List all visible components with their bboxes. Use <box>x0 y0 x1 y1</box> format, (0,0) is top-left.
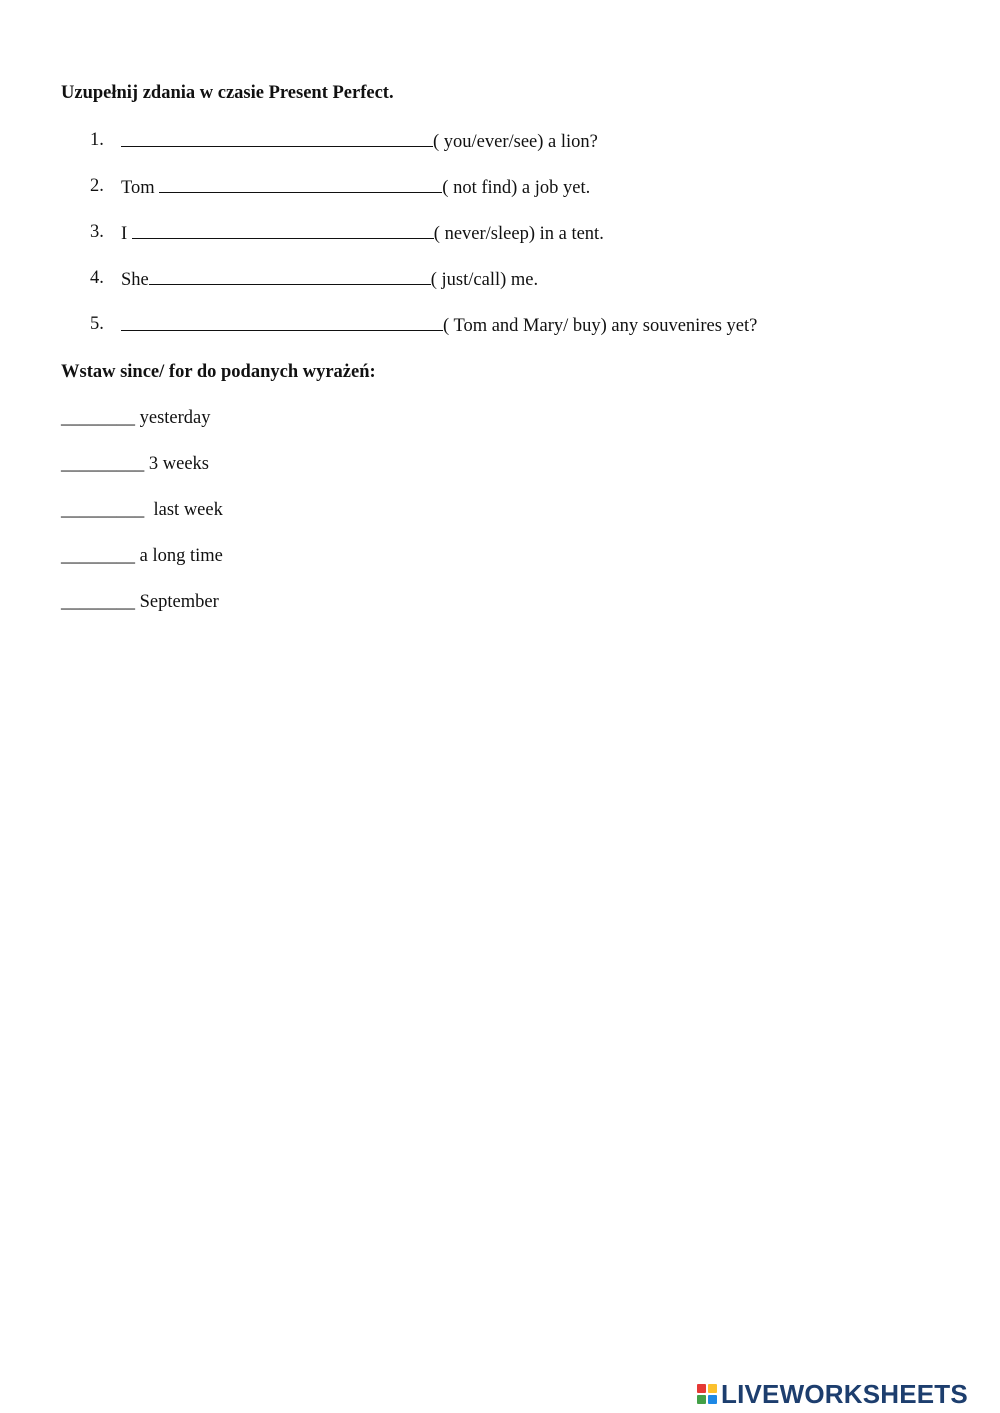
item-prefix: She <box>121 270 149 290</box>
answer-blank[interactable]: ________ <box>61 592 135 612</box>
item-text <box>121 266 538 292</box>
since-for-item <box>61 498 223 522</box>
item-prefix: Tom <box>121 178 160 198</box>
liveworksheets-logo-icon <box>697 1384 717 1404</box>
item-hint: ( not find) a job yet. <box>442 178 591 198</box>
item-number: 1. <box>90 130 104 150</box>
item-hint: ( Tom and Mary/ buy) any souvenires yet? <box>443 316 758 336</box>
answer-blank[interactable]: ________ <box>61 546 135 566</box>
logo-square-red <box>697 1384 706 1393</box>
answer-blank[interactable] <box>149 266 431 285</box>
answer-blank[interactable] <box>159 174 442 193</box>
item-text <box>121 174 590 200</box>
item-hint: ( never/sleep) in a tent. <box>433 224 604 244</box>
item-text: September <box>135 592 219 612</box>
item-number: 2. <box>90 176 104 196</box>
item-text: 3 weeks <box>144 454 209 474</box>
item-number: 5. <box>90 314 104 334</box>
answer-blank[interactable] <box>121 128 433 147</box>
exercise-1-title: Uzupełnij zdania w czasie Present Perfect. <box>61 83 394 103</box>
since-for-item <box>61 544 223 568</box>
item-number: 4. <box>90 268 104 288</box>
item-text: a long time <box>135 546 223 566</box>
item-text <box>121 128 598 154</box>
answer-blank[interactable]: _________ <box>61 454 145 474</box>
item-prefix: I <box>121 224 132 244</box>
answer-blank[interactable] <box>132 220 434 239</box>
item-number: 3. <box>90 222 104 242</box>
since-for-item <box>61 406 211 430</box>
logo-square-green <box>697 1395 706 1404</box>
logo-text: LIVEWORKSHEETS <box>721 1378 968 1409</box>
since-for-item <box>61 452 209 476</box>
answer-blank[interactable]: _________ <box>61 500 145 520</box>
item-text: yesterday <box>135 408 211 428</box>
liveworksheets-logo <box>697 1377 968 1411</box>
item-text: last week <box>144 500 223 520</box>
item-text <box>121 312 757 338</box>
since-for-item <box>61 590 219 614</box>
exercise-2-title: Wstaw since/ for do podanych wyrażeń: <box>61 362 376 382</box>
answer-blank[interactable]: ________ <box>61 408 135 428</box>
item-text <box>121 220 604 246</box>
item-hint: ( just/call) me. <box>430 270 539 290</box>
logo-square-blue <box>708 1395 717 1404</box>
answer-blank[interactable] <box>121 312 443 331</box>
item-hint: ( you/ever/see) a lion? <box>433 132 598 152</box>
logo-square-yellow <box>708 1384 717 1393</box>
